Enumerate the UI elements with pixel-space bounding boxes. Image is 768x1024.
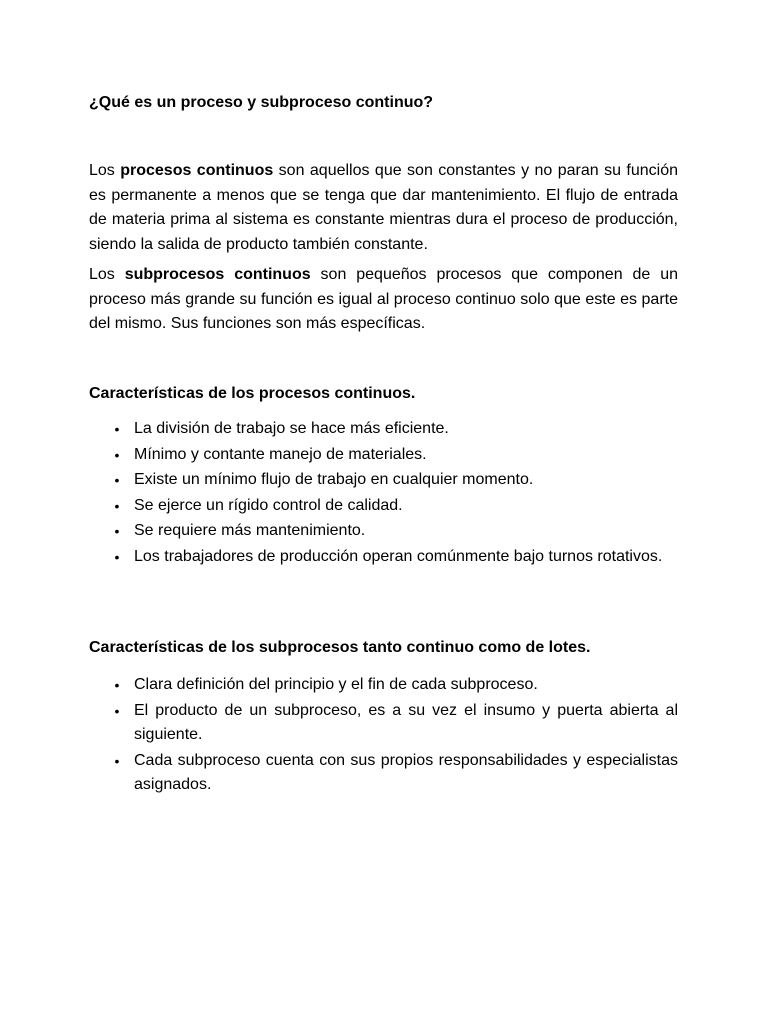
bullet-icon: • [114, 446, 120, 463]
list-item [89, 749, 678, 798]
list-item [89, 673, 678, 698]
bullet-list-procesos [89, 417, 678, 570]
paragraph-subprocesos-continuos [89, 263, 678, 337]
paragraph-lead: Los [89, 266, 125, 283]
list-item [89, 519, 678, 544]
list-item-text: Se ejerce un rígido control de calidad. [134, 496, 403, 514]
list-item-text: Existe un mínimo flujo de trabajo en cualquier momento. [134, 471, 534, 488]
paragraph-lead: Los [89, 162, 121, 179]
section-heading-procesos: Características de los procesos continuos. [89, 385, 416, 402]
list-item-text: Los trabajadores de producción operan comúnmente bajo turnos rotativos. [134, 547, 663, 565]
bullet-icon: • [114, 472, 120, 488]
bullet-icon: • [114, 702, 120, 719]
bullet-icon: • [114, 548, 120, 565]
list-item [89, 545, 678, 570]
list-item-text: La división de trabajo se hace más eficiente. [134, 420, 449, 437]
page-title: ¿Qué es un proceso y subproceso continuo? [89, 94, 434, 111]
list-item-text: Cada subproceso cuenta con sus propios responsabilidades y especialistas asignados. [134, 751, 678, 793]
bullet-icon: • [114, 421, 120, 437]
list-item-text: Mínimo y contante manejo de materiales. [134, 445, 427, 463]
list-item-text: Clara definición del principio y el fin de cada subproceso. [134, 676, 538, 693]
list-item-text: El producto de un subproceso, es a su vez el insumo y puerta abierta al siguiente. [134, 701, 678, 743]
list-item [89, 699, 678, 748]
bullet-icon: • [114, 523, 120, 539]
paragraph-procesos-continuos [89, 159, 678, 257]
bullet-list-subprocesos [89, 673, 678, 799]
bold-term: procesos continuos [120, 162, 274, 179]
paragraph-body: son aquellos que son constantes y no paran su función es permanente a menos que se tenga que dar mantenimiento. El flujo de entrada de materia prima al sistema es constante mientras dura el proceso de producción, siendo la salida de producto también constante. [89, 162, 679, 253]
bullet-icon: • [114, 677, 120, 693]
bold-term: subprocesos continuos [124, 266, 311, 283]
list-item [89, 494, 678, 519]
list-item [89, 443, 678, 468]
list-item-text: Se requiere más mantenimiento. [134, 522, 366, 539]
list-item [89, 468, 678, 493]
bullet-icon: • [114, 497, 120, 514]
bullet-icon: • [114, 752, 120, 769]
list-item [89, 417, 678, 442]
section-heading-subprocesos: Características de los subprocesos tanto continuo como de lotes. [89, 639, 591, 656]
paragraph-body: son pequeños procesos que componen de un proceso más grande su función es igual al proceso continuo solo que este es parte del mismo. Sus funciones son más específicas. [89, 266, 678, 332]
